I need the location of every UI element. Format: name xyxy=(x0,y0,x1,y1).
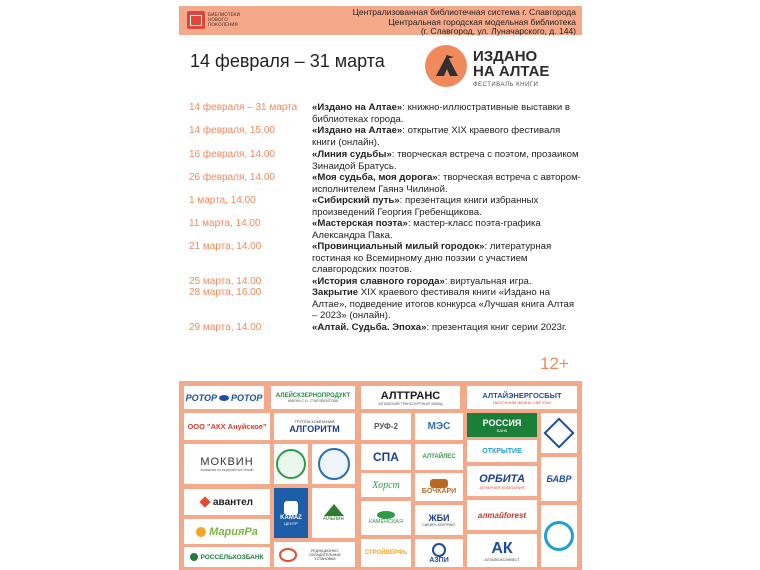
event-row xyxy=(189,322,589,334)
sponsor-horst: Хорст xyxy=(361,473,411,497)
book-icon xyxy=(187,11,205,29)
sponsor-zhbi: ЖБИ СИБИРЬ КОНТРАКТ xyxy=(415,505,463,535)
event-date: 25 марта, 14.00 xyxy=(189,276,262,287)
event-description: «Издано на Алтае»: книжно-иллюстративные выставки в библиотеках города. xyxy=(312,102,570,125)
sponsor-kamenskaya: КАМЕНСКАЯ xyxy=(361,501,411,535)
mountain-icon xyxy=(324,504,344,516)
sponsor-altaiforest: алтайforest xyxy=(467,500,537,530)
sponsor-ruf: РУФ-2 xyxy=(361,413,411,440)
event-date: 29 марта, 14.00 xyxy=(189,322,262,333)
sponsor-mvm xyxy=(541,505,577,567)
event-row xyxy=(189,218,589,241)
library-logo-text: БИБЛИОТЕКИ НОВОГО ПОКОЛЕНИЯ xyxy=(208,12,240,28)
event-description: Закрытие XIX краевого фестиваля книги «Издано на Алтае», подведение итогов конкурса «Лучшая книга Алтая – 2023» (онлайн). xyxy=(312,287,575,321)
sponsor-rossiya: РОССИЯ БАНК xyxy=(467,413,537,437)
event-date: 21 марта, 14.00 xyxy=(189,241,262,252)
flower-icon xyxy=(196,527,206,537)
wave-icon xyxy=(377,511,395,519)
event-description: «Сибирский путь»: презентация книги избранных произведений Георгия Гребенщикова. xyxy=(312,195,539,218)
rotor-icon xyxy=(219,395,229,401)
event-date: 16 февраля, 14.00 xyxy=(189,149,275,160)
event-date: 26 февраля, 14.00 xyxy=(189,172,275,183)
festival-title: ИЗДАНО НА АЛТАЕ xyxy=(473,48,550,80)
sponsor-reduk: РЕДУКЦИОННО-ОХЛАДИТЕЛЬНЫЕ УСТАНОВКИ xyxy=(274,542,355,567)
event-date: 11 марта, 14.00 xyxy=(189,218,261,229)
event-date: 14 февраля – 31 марта xyxy=(189,102,298,113)
sponsor-mes: МЭС xyxy=(415,413,463,440)
sponsor-stroiver: СТРОЙВЕРФЬ xyxy=(361,539,411,567)
event-description: «История славного города»: виртуальная игра. xyxy=(312,276,532,287)
m-emblem-icon xyxy=(544,521,574,551)
header-text xyxy=(353,8,576,37)
event-row xyxy=(189,241,589,276)
seal-icon xyxy=(318,448,350,480)
event-description: «Линия судьбы»: творческая встреча с поэтом, прозаиком Зинаидой Братусь. xyxy=(312,149,579,172)
festival-subtitle: ФЕСТИВАЛЬ КНИГИ xyxy=(473,82,539,88)
horse-icon xyxy=(284,501,298,515)
ro-icon xyxy=(279,548,297,562)
sponsor-altaienergo: АЛТАЙЭНЕРГОСБЫТ НАПОЛНИМ ЖИЗНЬ СВЕТОМ! xyxy=(467,386,577,409)
avantel-icon xyxy=(199,496,210,507)
cross-icon xyxy=(543,417,574,448)
event-date: 1 марта, 14.00 xyxy=(189,195,256,206)
sponsor-avantel: авантел xyxy=(184,489,270,515)
sponsor-mokvin: МОКВИН компания по переработке семян xyxy=(184,444,270,484)
event-description: «Провинциальный милый городок»: литературная гостиная ко Всемирному дню поэзии с участием славгородских поэтов. xyxy=(312,241,552,275)
sponsor-algoritm: ГРУППА КОМПАНИЙ АЛГОРИТМ xyxy=(274,413,355,440)
seal-icon xyxy=(276,449,306,479)
sponsor-spa: СПА xyxy=(361,444,411,470)
event-date: 14 февраля, 15.00 xyxy=(189,125,275,136)
sponsor-mariyara: МарияРа xyxy=(184,519,270,544)
event-row xyxy=(189,195,589,218)
sponsor-emblem xyxy=(541,413,577,453)
sponsor-orbita: ОРБИТА АГРАРНАЯ КОМПАНИЯ xyxy=(467,466,537,496)
sponsor-rotor: РОТОР РОТОР xyxy=(184,386,264,409)
sponsor-kamaz: KAMAZ ЦЕНТР xyxy=(274,488,308,538)
header-banner xyxy=(179,6,582,35)
event-description: «Издано на Алтае»: открытие XIX краевого фестиваля книги (онлайн). xyxy=(312,125,561,148)
header-line-1: Централизованная библиотечная система г. Славгорода xyxy=(352,7,576,17)
event-row xyxy=(189,149,589,172)
events-list xyxy=(189,102,589,334)
sponsor-bavr: БАВР xyxy=(541,457,577,501)
event-date: 28 марта, 16.00 xyxy=(189,287,262,298)
sponsors-panel xyxy=(179,381,582,570)
event-row xyxy=(189,172,589,195)
barrel-icon xyxy=(430,479,448,488)
header-line-2: Центральная городская модельная библиотека xyxy=(388,16,576,27)
sponsor-blue-emblem xyxy=(312,444,355,484)
age-rating: 12+ xyxy=(540,354,569,373)
sponsor-alttrans: АЛТТРАНС АЛТАЙСКИЙ ТРАНСПОРТНЫЙ ЗАВОД xyxy=(361,386,460,409)
event-row xyxy=(189,102,589,125)
azpi-icon xyxy=(432,543,446,557)
header-line-3: (г. Славгород, ул. Луначарского, д. 144) xyxy=(420,26,576,36)
sponsor-green-emblem xyxy=(274,444,308,484)
sponsor-rosselhoz: РОССЕЛЬХОЗБАНК xyxy=(184,547,270,567)
sponsor-bochkari: БОЧКАРИ xyxy=(415,473,463,501)
tent-icon xyxy=(425,45,467,87)
event-row xyxy=(189,287,589,322)
sponsor-alpin: Альпин xyxy=(312,488,355,538)
event-row xyxy=(189,125,589,149)
event-row xyxy=(189,276,589,287)
event-description: «Моя судьба, моя дорога»: творческая встреча с автором-исполнителем Гаянэ Чилиной. xyxy=(312,172,581,195)
event-description: «Мастерская поэта»: мастер-класс поэта-графика Александра Пака. xyxy=(312,218,541,241)
sponsor-otkritie: ОТКРЫТИЕ xyxy=(467,440,537,462)
sponsor-altaizerno: АЛЕЙСКЗЕРНОПРОДУКТ ИМЕНИ С.Н. СТАРОВОЙТОВА xyxy=(271,386,355,409)
event-description: «Алтай. Судьба. Эпоха»: презентация книг серии 2023г. xyxy=(312,322,567,333)
library-logo xyxy=(187,9,247,31)
sponsor-akh: ООО "АКХ Ануйское" xyxy=(184,413,270,440)
festival-logo xyxy=(425,45,565,97)
sponsor-azpi: АЗПИ xyxy=(415,539,463,567)
sponsor-altaiales: АЛТАЙЛЕС xyxy=(415,444,463,470)
sponsor-ak: АК АЛТАЙКОКСИНВЕСТ xyxy=(467,534,537,567)
period-title: 14 февраля – 31 марта xyxy=(190,51,385,71)
rshb-icon xyxy=(190,553,198,561)
